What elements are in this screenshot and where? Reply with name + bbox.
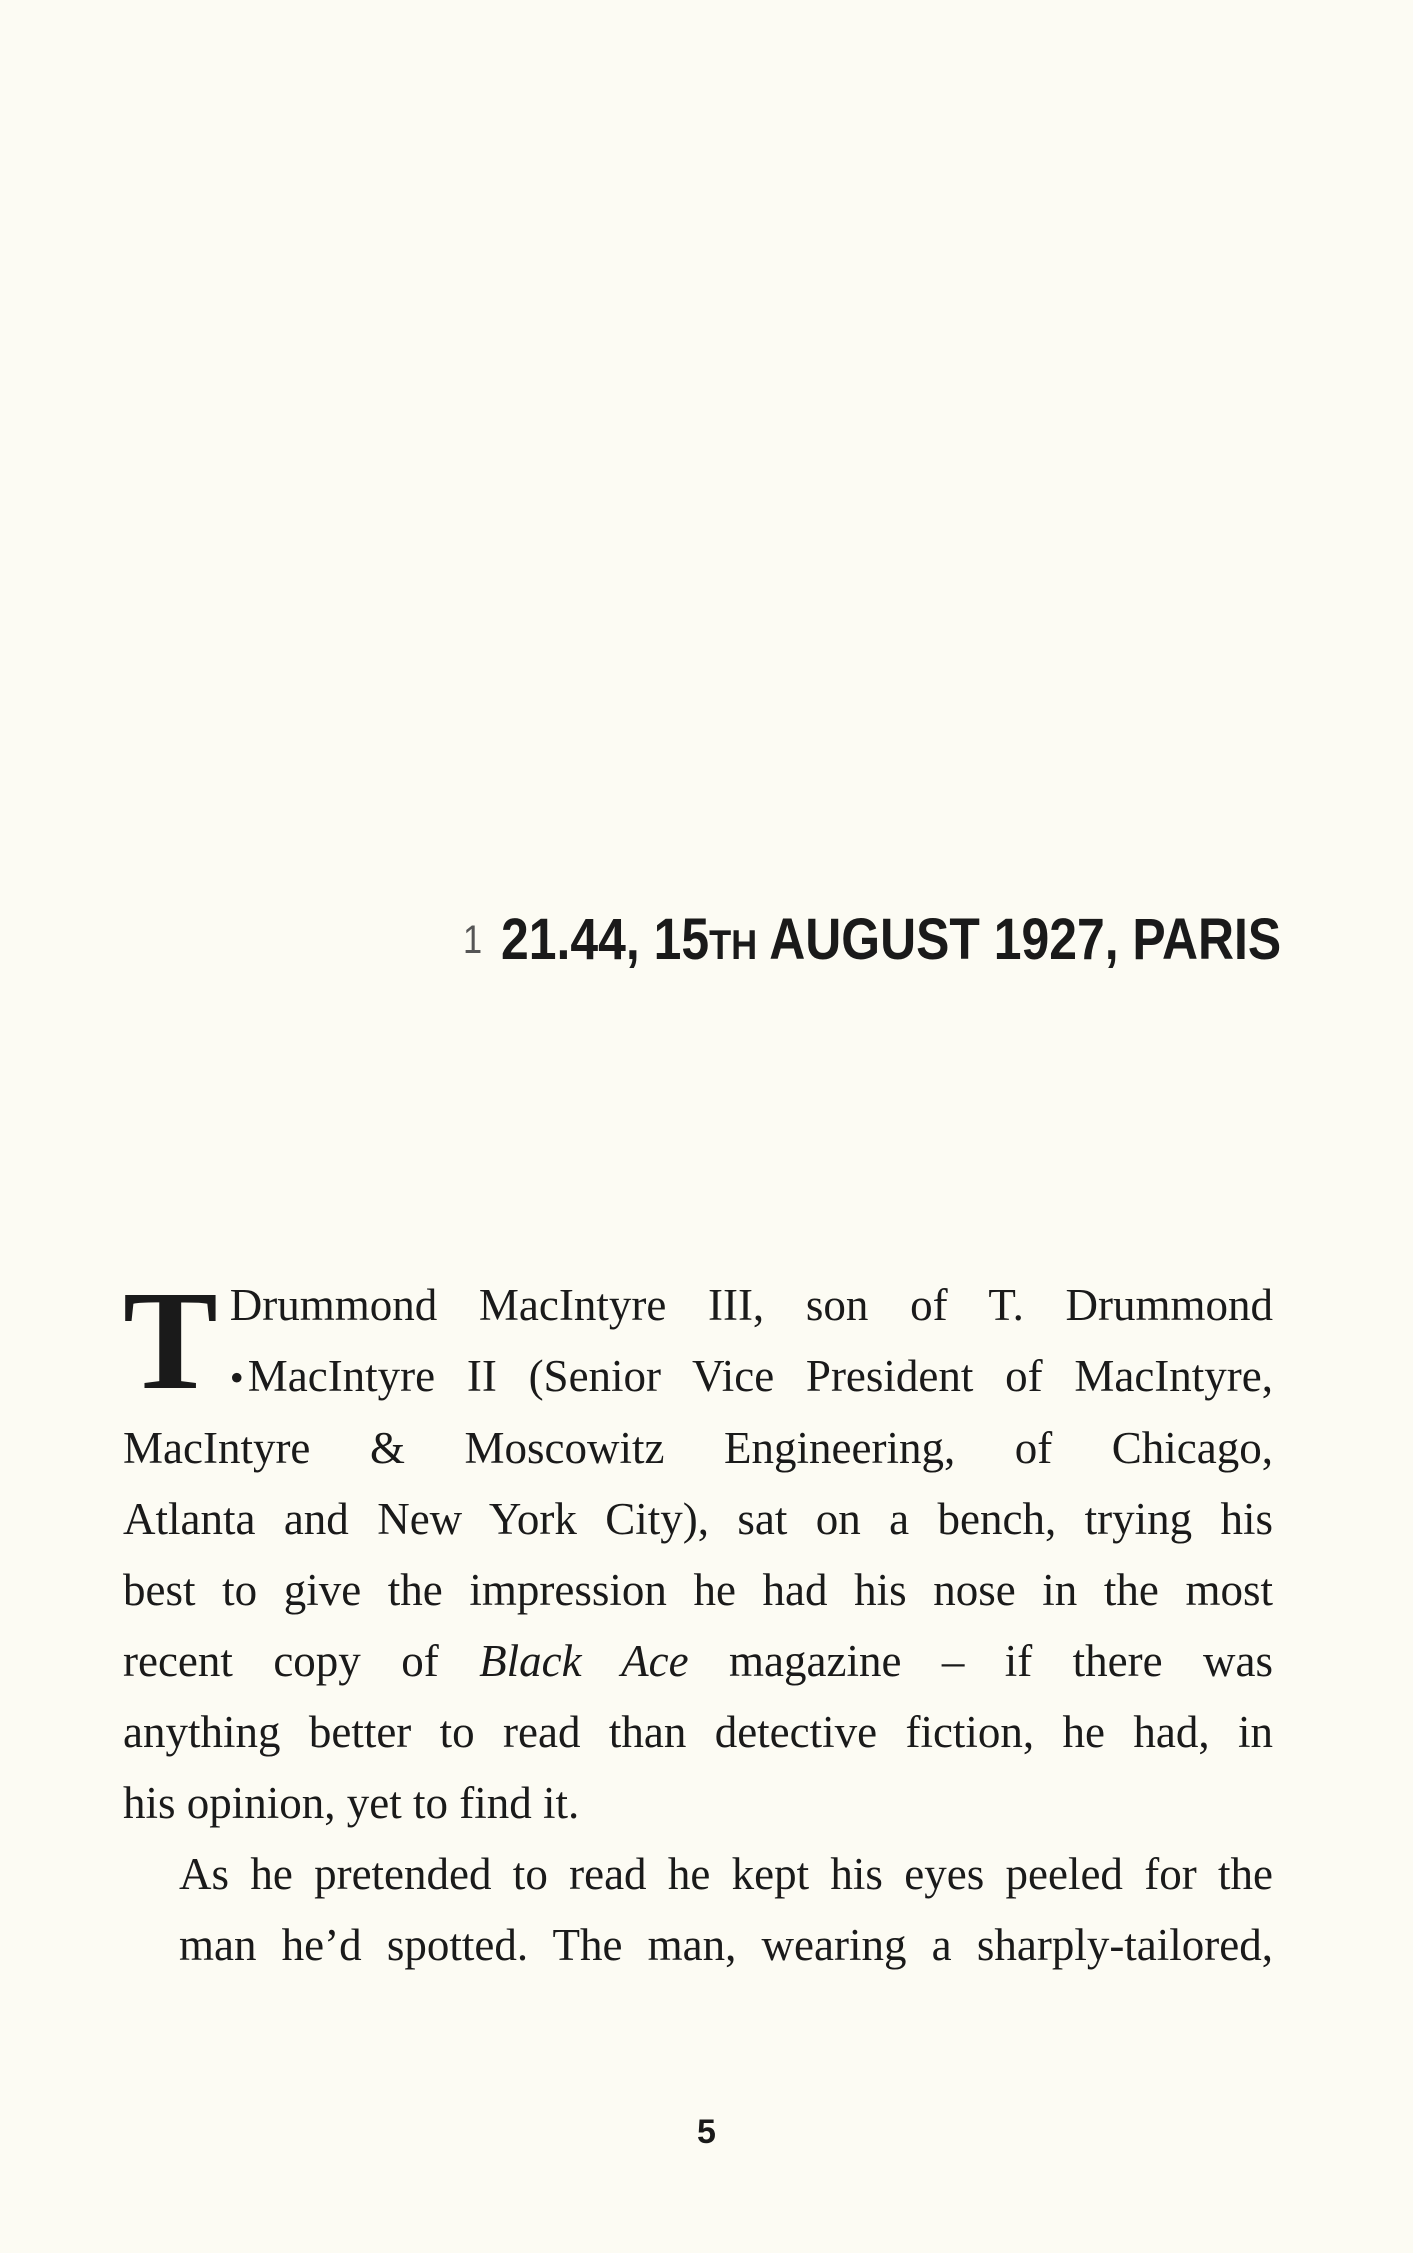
chapter-heading [463, 900, 1280, 980]
drop-cap-dot: • [229, 1355, 244, 1400]
text-line: MacIntyre & Moscowitz Engineering, of Chicago, [123, 1423, 1273, 1473]
text-line: As he pretended to read he kept his eyes peeled for the [179, 1849, 1273, 1899]
page-number: 5 [697, 2113, 716, 2151]
text-line: his opinion, yet to find it. [123, 1778, 580, 1828]
chapter-number: 1 [463, 918, 483, 962]
chapter-place: PARIS [1132, 907, 1282, 972]
magazine-title: Black Ace [479, 1636, 689, 1686]
text-line: Atlanta and New York City), sat on a bench, trying his [123, 1494, 1273, 1544]
chapter-day-suffix: TH [709, 921, 758, 968]
paragraph-1 [123, 1261, 1274, 1839]
body-text [123, 1261, 1274, 1981]
paragraph-2 [123, 1839, 1273, 1981]
text-line: man he’d spotted. The man, wearing a sharply-tailored, [179, 1920, 1273, 1970]
chapter-month-year: AUGUST 1927, [769, 907, 1119, 972]
text-line: recent copy of Black Ace magazine – if there was [123, 1636, 1274, 1686]
chapter-day: 15 [653, 907, 710, 972]
chapter-time: 21.44, [501, 907, 640, 972]
text-line: Drummond MacIntyre III, son of T. Drummond [229, 1280, 1273, 1330]
text-line: •MacIntyre II (Senior Vice President of MacIntyre, [229, 1351, 1273, 1401]
text-line: best to give the impression he had his nose in the most [123, 1565, 1273, 1615]
drop-cap: T [123, 1261, 218, 1419]
text-line: anything better to read than detective fiction, he had, in [123, 1707, 1273, 1757]
